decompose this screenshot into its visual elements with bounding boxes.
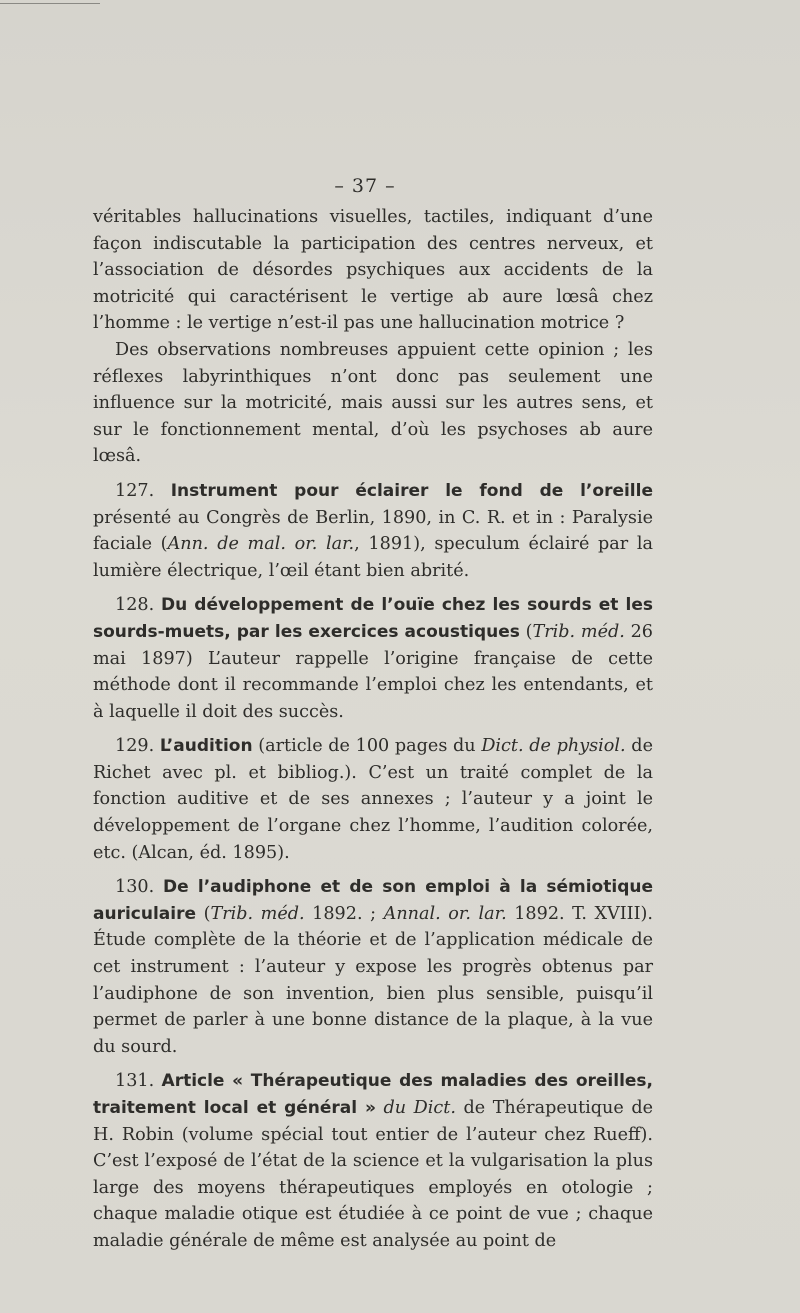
entry-130: [93, 874, 653, 1060]
entry-130-text-c: 1892. T. XVIII). Étude complète de la théorie et de l’application médicale de cet instrument : l’auteur y expose les progrès obtenus par l’audiphone de son invention, bien plus sensible, puisqu’il permet de parler à une bonne distance de la plaque, à la vue du sourd.: [93, 903, 654, 1057]
entry-127-text-a: présenté au Congrès de Berlin, 1890, in C. R. et in : Paralysie faciale (: [93, 507, 653, 555]
body-text: [93, 204, 653, 1255]
entry-130-text-b: 1892. ;: [304, 903, 384, 924]
entry-130-reference-2: Annal. or. lar.: [383, 903, 507, 924]
paragraph-observations: Des observations nombreuses appuient cette opinion ; les réflexes labyrinthiques n’ont donc pas seulement une influence sur la motricité, mais aussi sur les autres sens, et sur le fonctionnement mental, d’où les psychoses ab aure lœsâ.: [93, 339, 653, 467]
entry-128-number: 128.: [115, 595, 155, 616]
entry-127-text-b: , 1891), speculum éclairé par la lumière électrique, l’œil étant bien abrité.: [93, 534, 654, 581]
entry-130-title: De l’audiphone et de son emploi à la sémiotique auriculaire: [93, 877, 653, 924]
entry-131-text-a: [376, 1098, 384, 1118]
entry-129-text-b: de Richet avec pl. et bibliog.). C’est un traité complet de la fonction auditive et de ses annexes ; l’auteur y a joint le développement de l’organe chez l’homme, l’audition colorée, etc. (Alcan, éd. 1895).: [93, 736, 653, 863]
entry-130-number: 130.: [115, 877, 155, 898]
entry-129-text-a: (article de 100 pages du: [252, 736, 482, 757]
entry-129: [93, 733, 653, 866]
entry-129-title: L’audition: [159, 736, 253, 757]
entry-131: [93, 1068, 653, 1254]
entry-128-title: Du développement de l’ouïe chez les sourds et les sourds-muets, par les exercices acoustiques: [93, 595, 654, 642]
entry-130-reference-1: Trib. méd.: [210, 903, 305, 924]
entry-128-reference: Trib. méd.: [532, 621, 625, 642]
entry-129-number: 129.: [115, 736, 155, 757]
entry-127-number: 127.: [115, 480, 155, 501]
top-edge-rule: [0, 3, 100, 4]
entry-128-text-a: (: [519, 621, 533, 642]
entry-131-reference: du Dict.: [383, 1098, 456, 1118]
entry-127-title: Instrument pour éclairer le fond de l’oreille: [170, 480, 653, 501]
entry-131-text-b: de Thérapeutique de H. Robin (volume spécial tout entier de l’auteur chez Rueff). C’est l’exposé de l’état de la science et la vulgarisation la plus large des moyens thérapeutiques employés en otologie ; chaque maladie otique est étudiée à ce point de vue ; chaque maladie générale de même est analysée au point de: [93, 1098, 653, 1251]
entry-128: [93, 592, 653, 725]
entry-131-number: 131.: [115, 1071, 155, 1092]
entry-130-text-a: (: [196, 903, 211, 924]
entry-127-reference: Ann. de mal. or. lar.: [167, 534, 355, 555]
entry-129-reference: Dict. de physiol.: [481, 736, 626, 757]
paragraph-continuation: véritables hallucinations visuelles, tactiles, indiquant d’une façon indiscutable la participation des centres nerveux, et l’association de désordes psychiques aux accidents de la motricité qui caractérisent le vertige ab aure lœsâ chez l’homme : le vertige n’est-il pas une hallucination motrice ?: [93, 207, 653, 334]
entry-128-text-b: 26 mai 1897) L’auteur rappelle l’origine française de cette méthode dont il recommande l’emploi chez les entendants, et à laquelle il doit des succès.: [93, 621, 653, 722]
page-number: – 37 –: [334, 175, 396, 197]
entry-127: [93, 478, 653, 584]
entry-131-title: Article « Thérapeutique des maladies des oreilles, traitement local et général »: [93, 1071, 653, 1118]
